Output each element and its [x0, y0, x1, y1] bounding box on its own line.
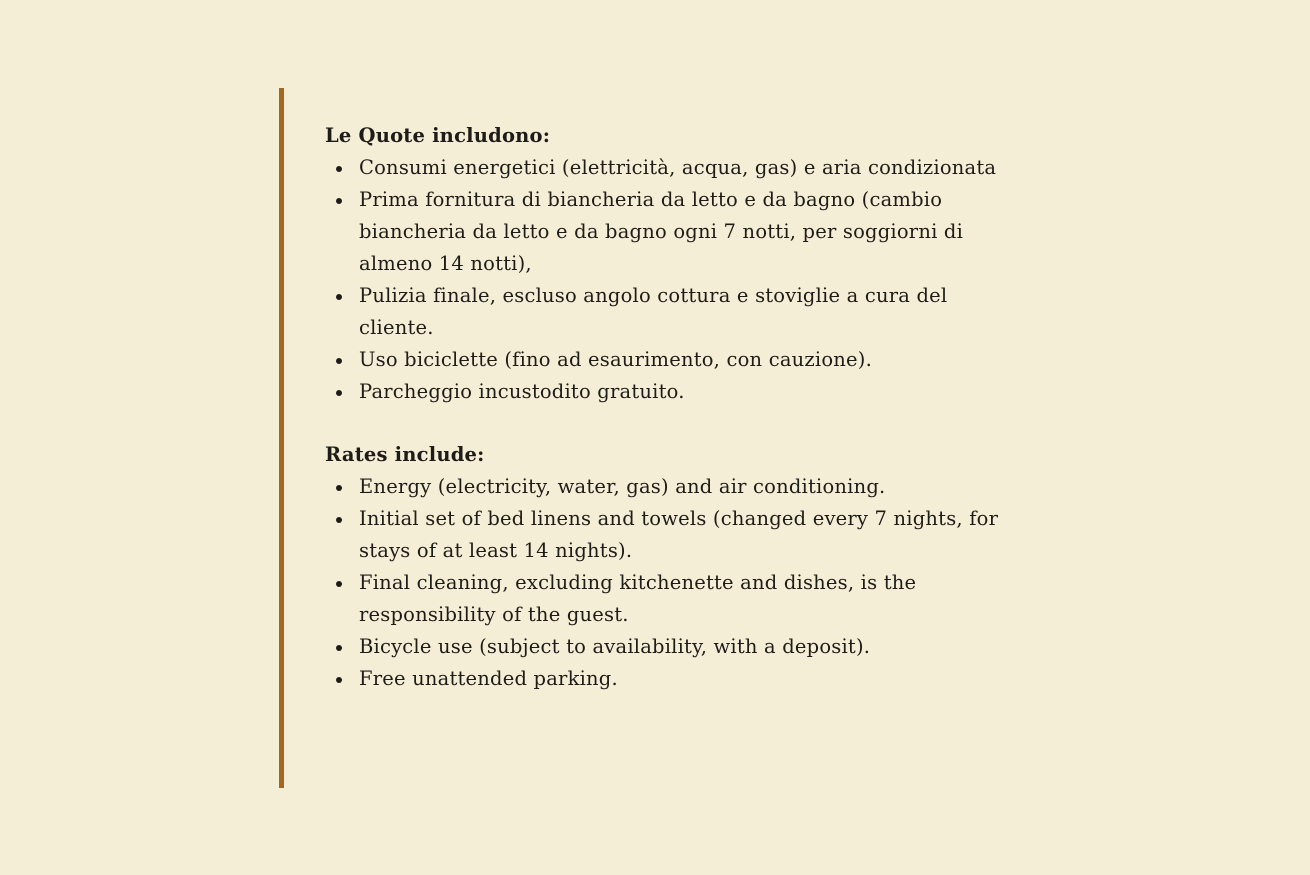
english-rates-section: [325, 439, 1005, 695]
italian-inclusions-list: [325, 152, 1005, 408]
list-item: [325, 280, 1019, 344]
accent-bar: [279, 88, 284, 788]
italian-rates-section: [325, 120, 1005, 408]
bullet-icon: [336, 645, 342, 651]
english-inclusions-list: [325, 471, 1005, 695]
list-item-text: Pulizia finale, escluso angolo cottura e stoviglie a cura del cliente.: [359, 284, 948, 339]
list-item-text: Final cleaning, excluding kitchenette and dishes, is the responsibility of the guest.: [359, 571, 917, 626]
list-item-text: Energy (electricity, water, gas) and air conditioning.: [359, 475, 886, 498]
list-item-text: Bicycle use (subject to availability, with a deposit).: [359, 635, 871, 658]
bullet-icon: [336, 677, 342, 683]
list-item: [325, 184, 1019, 280]
list-item: [325, 344, 1019, 376]
list-item: [325, 503, 1019, 567]
list-item: [325, 471, 1019, 503]
bullet-icon: [336, 581, 342, 587]
list-item-text: Uso biciclette (fino ad esaurimento, con cauzione).: [359, 348, 872, 371]
list-item-text: Consumi energetici (elettricità, acqua, gas) e aria condizionata: [359, 156, 997, 179]
rates-content: [325, 120, 1005, 695]
list-item-text: Prima fornitura di biancheria da letto e da bagno (cambio biancheria da letto e da bagno ogni 7 notti, per soggiorni di almeno 14 notti),: [359, 188, 964, 275]
bullet-icon: [336, 517, 342, 523]
list-item-text: Initial set of bed linens and towels (changed every 7 nights, for stays of at least 14 nights).: [359, 507, 999, 562]
bullet-icon: [336, 485, 342, 491]
list-item: [325, 567, 1019, 631]
english-section-title: Rates include:: [325, 443, 485, 466]
bullet-icon: [336, 166, 342, 172]
bullet-icon: [336, 390, 342, 396]
bullet-icon: [336, 358, 342, 364]
list-item: [325, 376, 1019, 408]
bullet-icon: [336, 198, 342, 204]
list-item-text: Parcheggio incustodito gratuito.: [359, 380, 685, 403]
list-item-text: Free unattended parking.: [359, 667, 618, 690]
list-item: [325, 663, 1019, 695]
list-item: [325, 152, 1019, 184]
list-item: [325, 631, 1019, 663]
bullet-icon: [336, 294, 342, 300]
italian-section-title: Le Quote includono:: [325, 124, 551, 147]
